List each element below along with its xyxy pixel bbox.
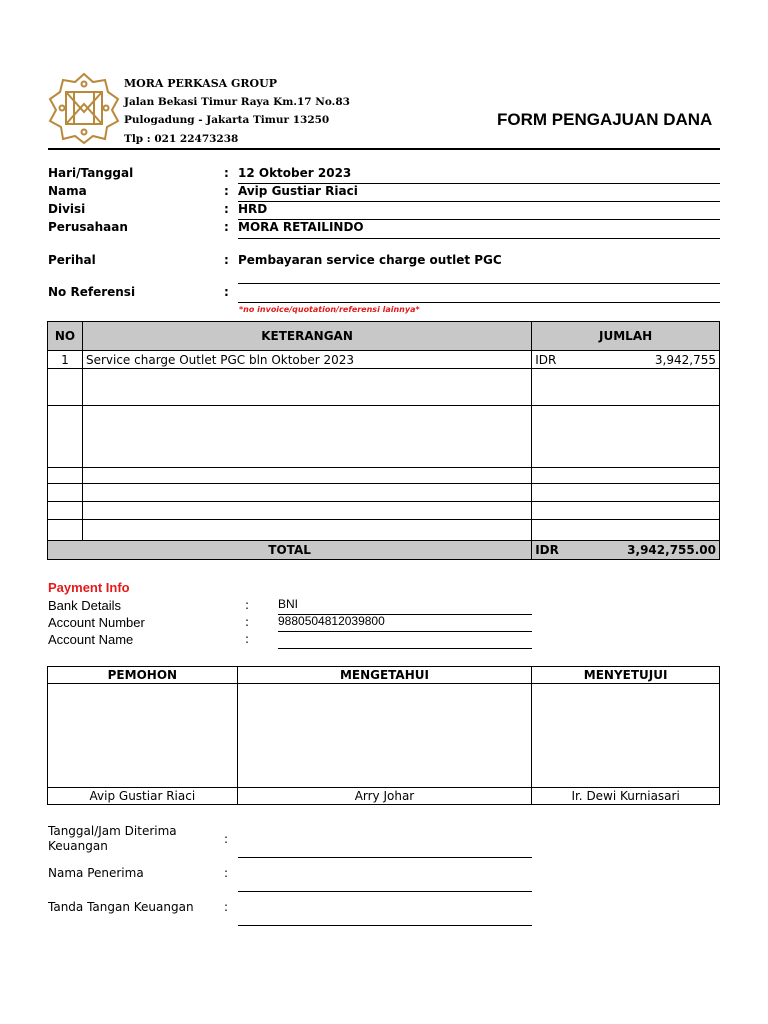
table-row: [48, 468, 720, 484]
colon: :: [224, 184, 229, 198]
signature-table: [47, 666, 720, 805]
finance-receiver-label: Nama Penerima: [48, 866, 144, 880]
signature-box-approver[interactable]: [532, 684, 720, 788]
colon: :: [224, 166, 229, 180]
table-row: [48, 351, 720, 369]
payment-info-title: Payment Info: [48, 580, 130, 595]
colon: :: [224, 220, 229, 234]
header-divider: [48, 148, 720, 150]
signature-header-requester: PEMOHON: [48, 667, 238, 684]
finance-signature-field[interactable]: [238, 908, 532, 926]
payment-label-account-number: Account Number: [48, 615, 145, 630]
table-row: [48, 502, 720, 520]
field-label-reference: No Referensi: [48, 285, 136, 299]
row-no: 1: [48, 351, 83, 369]
row-description: Service charge Outlet PGC bln Oktober 2023: [82, 351, 531, 369]
table-row: [48, 484, 720, 502]
field-value-date: 12 Oktober 2023: [238, 166, 720, 184]
total-currency: IDR: [535, 543, 559, 557]
payment-value-account-name: [278, 631, 532, 649]
signer-name-requester: Avip Gustiar Riaci: [48, 788, 238, 805]
finance-receiver-field[interactable]: [238, 874, 532, 892]
field-value-name: Avip Gustiar Riaci: [238, 184, 720, 202]
signature-box-requester[interactable]: [48, 684, 238, 788]
company-name: MORA PERKASA GROUP: [124, 77, 278, 90]
signer-name-approver: Ir. Dewi Kurniasari: [532, 788, 720, 805]
colon: :: [224, 285, 229, 299]
colon: :: [245, 598, 250, 612]
total-row: [48, 541, 720, 560]
field-value-division: HRD: [238, 202, 720, 220]
total-amount: 3,942,755.00: [627, 543, 716, 557]
field-label-division: Divisi: [48, 202, 86, 216]
reference-note: *no invoice/quotation/referensi lainnya*: [239, 305, 420, 314]
table-row: [48, 406, 720, 468]
col-header-no: NO: [48, 322, 83, 351]
payment-value-account-number: 9880504812039800: [278, 614, 532, 632]
total-amount-cell: [532, 541, 720, 560]
colon: :: [245, 632, 250, 646]
company-address-2: Pulogadung - Jakarta Timur 13250: [124, 114, 330, 126]
table-row: [48, 520, 720, 541]
table-row: [48, 369, 720, 406]
finance-received-label-line2: Keuangan: [48, 839, 108, 853]
signature-box-acknowledger[interactable]: [237, 684, 532, 788]
company-logo: [48, 72, 120, 144]
finance-received-label-line1: Tanggal/Jam Diterima: [48, 824, 177, 838]
form-title: FORM PENGAJUAN DANA: [497, 110, 713, 129]
field-label-name: Nama: [48, 184, 87, 198]
field-value-subject: Pembayaran service charge outlet PGC: [238, 253, 720, 284]
signature-header-approver: MENYETUJUI: [532, 667, 720, 684]
signature-header-acknowledger: MENGETAHUI: [237, 667, 532, 684]
total-label: TOTAL: [48, 541, 532, 560]
row-amount: 3,942,755: [654, 352, 716, 367]
field-label-subject: Perihal: [48, 253, 96, 267]
company-phone: Tlp : 021 22473238: [124, 133, 239, 145]
items-table: [47, 321, 720, 560]
payment-value-bank: BNI: [278, 597, 532, 615]
field-value-reference: [238, 285, 720, 303]
colon: :: [245, 615, 250, 629]
company-address-1: Jalan Bekasi Timur Raya Km.17 No.83: [124, 96, 350, 108]
colon: :: [224, 202, 229, 216]
field-label-date: Hari/Tanggal: [48, 166, 134, 180]
colon: :: [224, 253, 229, 267]
signer-name-acknowledger: Arry Johar: [237, 788, 532, 805]
finance-signature-label: Tanda Tangan Keuangan: [48, 900, 194, 914]
colon: :: [224, 900, 229, 914]
colon: :: [224, 832, 229, 846]
colon: :: [224, 866, 229, 880]
finance-received-field[interactable]: [238, 840, 532, 858]
col-header-description: KETERANGAN: [82, 322, 531, 351]
col-header-amount: JUMLAH: [532, 322, 720, 351]
row-currency: IDR: [535, 352, 557, 367]
field-label-company: Perusahaan: [48, 220, 128, 234]
payment-label-account-name: Account Name: [48, 632, 134, 647]
payment-label-bank: Bank Details: [48, 598, 121, 613]
field-value-company: MORA RETAILINDO: [238, 220, 720, 239]
row-amount-cell: [532, 351, 720, 369]
